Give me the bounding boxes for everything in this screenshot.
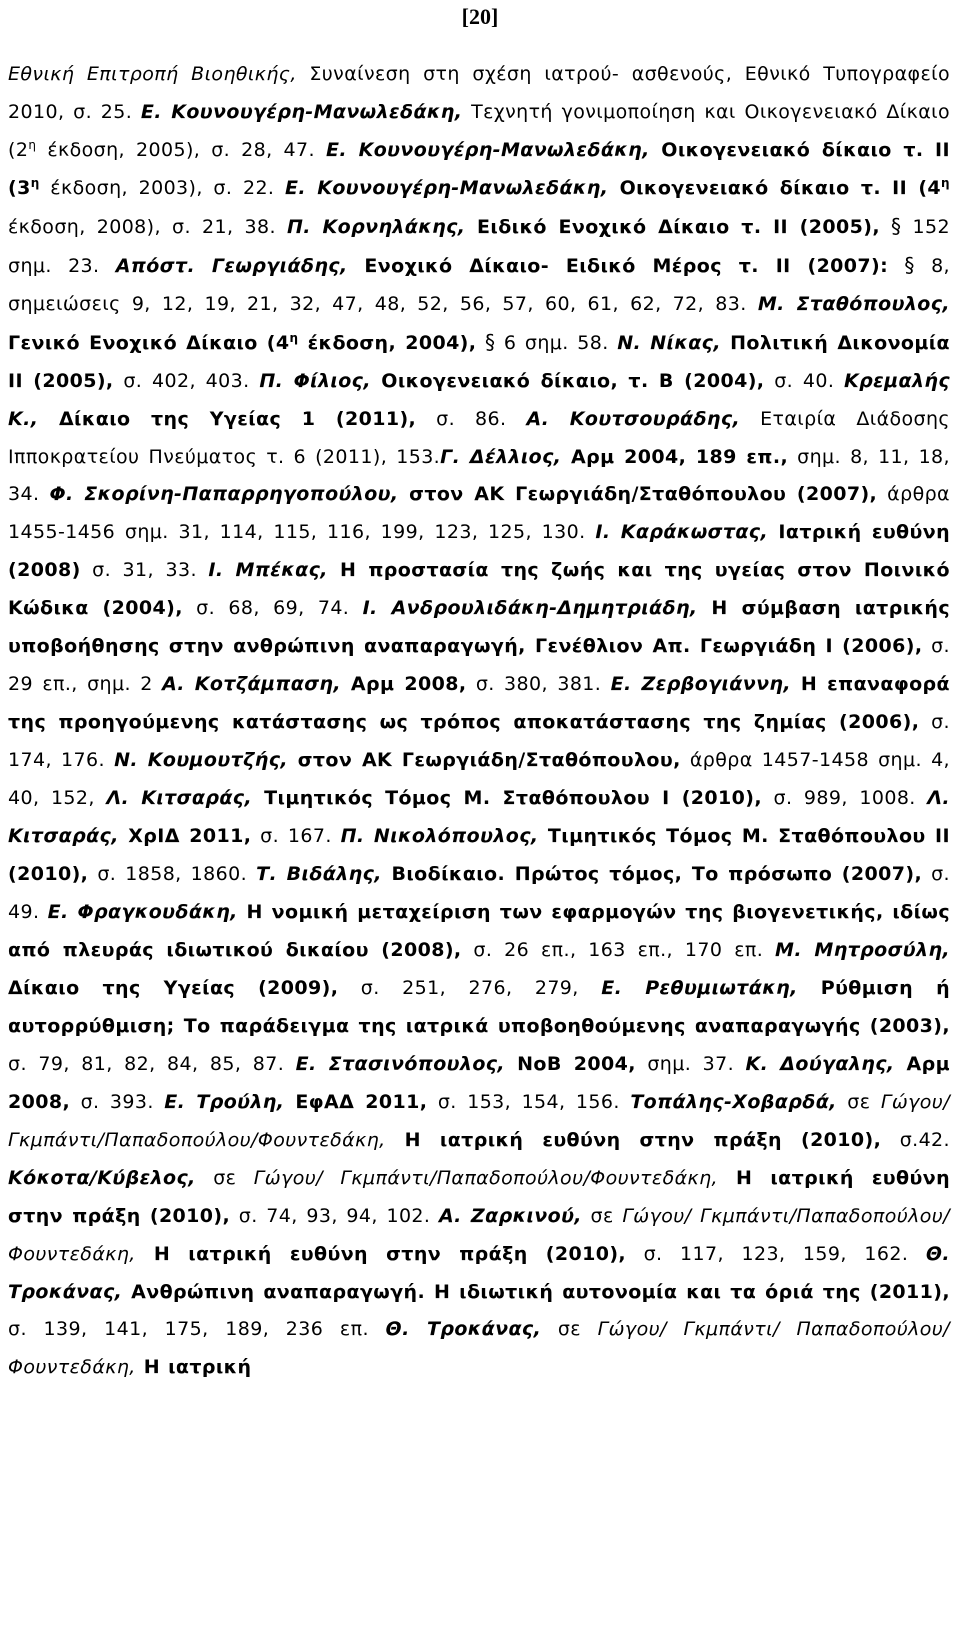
citation-detail: σ. 153, 154, 156. (427, 1090, 631, 1113)
citation-editors: Γώγου/ Γκμπάντι/Παπαδοπούλου/Φουντεδάκη, (8, 1090, 951, 1151)
citation-detail: 6 σημ. 58. (495, 331, 618, 354)
ordinal-superscript: η (941, 175, 950, 190)
citation-detail: σ. 40. (764, 369, 845, 392)
citation-title: έκδοση, 2004), (298, 331, 477, 354)
citation-author: Θ. Τροκάνας, (385, 1318, 542, 1341)
citation-detail: σ. 139, 141, 175, 189, 236 επ. (8, 1318, 386, 1341)
ordinal-superscript: η (289, 330, 299, 345)
citation-title: Η ιατρική ευθύνη στην πράξη (2010), (8, 1166, 950, 1227)
citation-author: Π. Κορνηλάκης, (286, 215, 466, 238)
citation-detail: 152 σημ. 23. (8, 215, 950, 277)
citation-author: Ε. Κουνουγέρη-Μανωλεδάκη, (140, 100, 463, 123)
citation-detail: σ. 1858, 1860. (88, 863, 257, 886)
citation-detail: σ. 68, 69, 74. (182, 597, 363, 620)
citation-author: Ε. Φραγκουδάκη, (47, 900, 238, 923)
citation-title: Οικογενειακό δίκαιο τ. ΙΙ (4 (608, 176, 942, 199)
citation-title: Η ιατρική (135, 1356, 252, 1379)
citation-author: Ε. Κουνουγέρη-Μανωλεδάκη, (326, 138, 650, 161)
citation-title: Αρμ 2008, (8, 1052, 951, 1113)
citation-author: Π. Φίλιος, (259, 369, 371, 392)
section-sign-icon: § (484, 329, 496, 354)
citation-title: Ειδικό Ενοχικό Δίκαιο τ. ΙΙ (2005), (465, 215, 880, 238)
citation-title: ΕφΑΔ 2011, (284, 1090, 428, 1113)
citation-title: Αρμ 2004, 189 επ., (561, 445, 789, 468)
citation-title: Ανθρώπινη αναπαραγωγή. Η ιδιωτική αυτονομία και τα όριά της (2011), (122, 1280, 950, 1303)
citation-title: Συναίνεση στη σχέση ιατρού- ασθενούς, Εθνικό Τυπογραφείο 2010, σ. 25. (8, 63, 950, 123)
citation-detail: σ. 251, 276, 279, (338, 976, 602, 999)
citation-detail: σ. 49. (8, 863, 950, 923)
citation-author: Ν. Κουμουτζής, (114, 749, 288, 772)
citation-detail: σ.42. (881, 1128, 950, 1151)
citation-title: ΝοΒ 2004, (505, 1052, 636, 1075)
citation-title: Ρύθμιση ή αυτορρύθμιση; Το παράδειγμα της ιατρικά υποβοηθούμενης αναπαραγωγής (2003), (8, 976, 951, 1037)
citation-author: Ι. Ανδρουλιδάκη-Δημητριάδη, (362, 597, 698, 620)
citation-author: Φ. Σκορίνη-Παπαρρηγοπούλου, (49, 483, 399, 506)
citation-author: Εθνική Επιτροπή Βιοηθικής, (8, 63, 297, 85)
citation-author: Π. Νικολόπουλος, (340, 825, 539, 848)
citation-detail: έκδοση, 2008), σ. 21, 38. (8, 215, 287, 238)
citation-author: Θ. Τροκάνας, (8, 1242, 951, 1303)
citation-detail: έκδοση, 2005), σ. 28, 47. (36, 138, 326, 161)
citation-author: Α. Ζαρκινού, (439, 1204, 582, 1227)
citation-author: Ε. Ρεθυμιωτάκη, (601, 976, 798, 999)
citation-author: Γ. Δέλλιος, (440, 445, 562, 468)
citation-title: Η ιατρική ευθύνη στην πράξη (2010), (135, 1242, 627, 1265)
citation-title: Τεχνητή γονιμοποίηση και Οικογενειακό Δίκαιο (2 (8, 100, 950, 161)
citation-title: Εταιρία Διάδοσης Ιπποκρατείου Πνεύματος τ. 6 (2011), 153. (8, 407, 950, 468)
citation-detail: σε (541, 1318, 598, 1341)
citation-detail: σ. 26 επ., 163 επ., 170 επ. (461, 938, 776, 961)
citation-author: Μ. Μητροσύλη, (775, 938, 950, 961)
page-number: [20] (461, 4, 499, 29)
citation-detail: σ. 402, 403. (113, 369, 260, 392)
citation-detail: σε (836, 1090, 881, 1113)
citation-title: Τιμητικός Τόμος Μ. Σταθόπουλου Ι (2010), (252, 787, 762, 810)
citation-detail: σημ. 37. (635, 1052, 746, 1075)
citation-author: Ε. Τρούλη, (164, 1090, 285, 1113)
citation-author: Κρεμαλής Κ., (8, 369, 950, 430)
citation-author: Ν. Νίκας, (617, 331, 721, 354)
ordinal-superscript: η (28, 137, 37, 152)
citation-title: Η ιατρική ευθύνη στην πράξη (2010), (385, 1128, 882, 1151)
citation-author: Μ. Σταθόπουλος, (757, 292, 950, 315)
citation-detail: σ. 29 επ., σημ. 2 (8, 635, 950, 696)
citation-title: Οικογενειακό δίκαιο, τ. Β (2004), (370, 369, 765, 392)
citation-author: Ε. Στασινόπουλος, (295, 1052, 506, 1075)
bibliography-paragraph (8, 56, 950, 1387)
citation-title: Τιμητικός Τόμος Μ. Σταθόπουλου ΙΙ (2010), (8, 825, 950, 886)
citation-author: Ι. Καράκωστας, (595, 521, 769, 544)
citation-detail: σε (195, 1166, 254, 1189)
citation-author: Τ. Βιδάλης, (256, 863, 382, 886)
citation-author: Κ. Δούγαλης, (745, 1052, 895, 1075)
citation-title: Γενικό Ενοχικό Δίκαιο (4 (8, 331, 290, 354)
citation-detail: σ. 380, 381. (466, 673, 611, 696)
citation-detail: σ. 74, 93, 94, 102. (230, 1204, 439, 1227)
citation-detail: σε (581, 1204, 623, 1227)
citation-title: Βιοδίκαιο. Πρώτος τόμος, Το πρόσωπο (2007), (381, 863, 923, 886)
citation-detail: σ. 167. (251, 825, 341, 848)
citation-editors: Γώγου/ Γκμπάντι/ Παπαδοπούλου/ Φουντεδάκη, (8, 1318, 950, 1379)
citation-title: Η επαναφορά της προηγούμενης κατάστασης ως τρόπος αποκατάστασης της ζημίας (2006), (8, 673, 950, 734)
citation-title: Δίκαιο της Υγείας 1 (2011), (38, 407, 417, 430)
citation-author: Ε. Ζερβογιάννη, (610, 673, 791, 696)
citation-editors: Γώγου/ Γκμπάντι/Παπαδοπούλου/Φουντεδάκη, (8, 1204, 950, 1265)
citation-editors: Γώγου/ Γκμπάντι/Παπαδοπούλου/Φουντεδάκη, (253, 1166, 718, 1189)
citation-author: Α. Κουτσουράδης, (526, 407, 741, 430)
citation-detail: σ. 174, 176. (8, 711, 950, 772)
citation-detail: άρθρα 1455-1456 σημ. 31, 114, 115, 116, 199, 123, 125, 130. (8, 483, 950, 544)
citation-detail: 8, σημειώσεις 9, 12, 19, 21, 32, 47, 48, 52, 56, 57, 60, 61, 62, 72, 83. (8, 254, 951, 315)
citation-detail: σ. 117, 123, 159, 162. (626, 1242, 926, 1265)
citation-author: Ε. Κουνουγέρη-Μανωλεδάκη, (285, 176, 609, 199)
citation-author: Τοπάλης-Χοβαρδά, (630, 1090, 837, 1113)
section-sign-icon: § (891, 213, 902, 238)
citation-detail: άρθρα 1457-1458 σημ. 4, 40, 152, (8, 749, 950, 810)
citation-title: Η σύμβαση ιατρικής υποβοήθησης στην ανθρώπινη αναπαραγωγή, Γενέθλιον Απ. Γεωργιάδη Ι (2006), (8, 597, 950, 658)
citation-title: Η νομική μεταχείριση των εφαρμογών της βιογενετικής, ιδίως από πλευράς ιδιωτικού δικαίου (2008), (8, 900, 951, 961)
citation-title: Ιατρική ευθύνη (2008) (8, 521, 951, 582)
citation-title: Αρμ 2008, (340, 673, 467, 696)
citation-author: Α. Κοτζάμπαση, (162, 673, 341, 696)
citation-detail: σημ. 8, 11, 18, 34. (8, 445, 950, 506)
citation-author: Λ. Κιτσαράς, (8, 787, 951, 848)
section-sign-icon: § (904, 252, 915, 277)
citation-title: ΧρΙΔ 2011, (118, 825, 252, 848)
citation-title: Η προστασία της ζωής και της υγείας στον Ποινικό Κώδικα (2004), (8, 559, 950, 620)
citation-title: στον ΑΚ Γεωργιάδη/Σταθόπουλου (2007), (398, 483, 878, 506)
citation-title: Πολιτική Δικονομία ΙΙ (2005), (8, 331, 951, 392)
citation-title: στον ΑΚ Γεωργιάδη/Σταθόπουλου, (287, 749, 681, 772)
citation-title: Ενοχικό Δίκαιο- Ειδικό Μέρος τ. ΙΙ (2007): (347, 254, 889, 277)
citation-author: Λ. Κιτσαράς, (106, 787, 253, 810)
citation-detail: σ. 86. (416, 407, 527, 430)
citation-detail: σ. 79, 81, 82, 84, 85, 87. (8, 1052, 296, 1075)
citation-title: Δίκαιο της Υγείας (2009), (8, 976, 339, 999)
citation-title: Οικογενειακό δίκαιο τ. ΙΙ (3 (8, 138, 950, 199)
citation-detail: σ. 989, 1008. (761, 787, 928, 810)
citation-detail: σ. 393. (70, 1090, 165, 1113)
citation-detail: έκδοση, 2003), σ. 22. (39, 176, 286, 199)
citation-author: Ι. Μπέκας, (208, 559, 328, 582)
citation-author: Απόστ. Γεωργιάδης, (115, 254, 348, 277)
citation-detail: σ. 31, 33. (80, 559, 209, 582)
citation-author: Κόκοτα/Κύβελος, (8, 1166, 196, 1189)
ordinal-superscript: η (30, 175, 40, 190)
